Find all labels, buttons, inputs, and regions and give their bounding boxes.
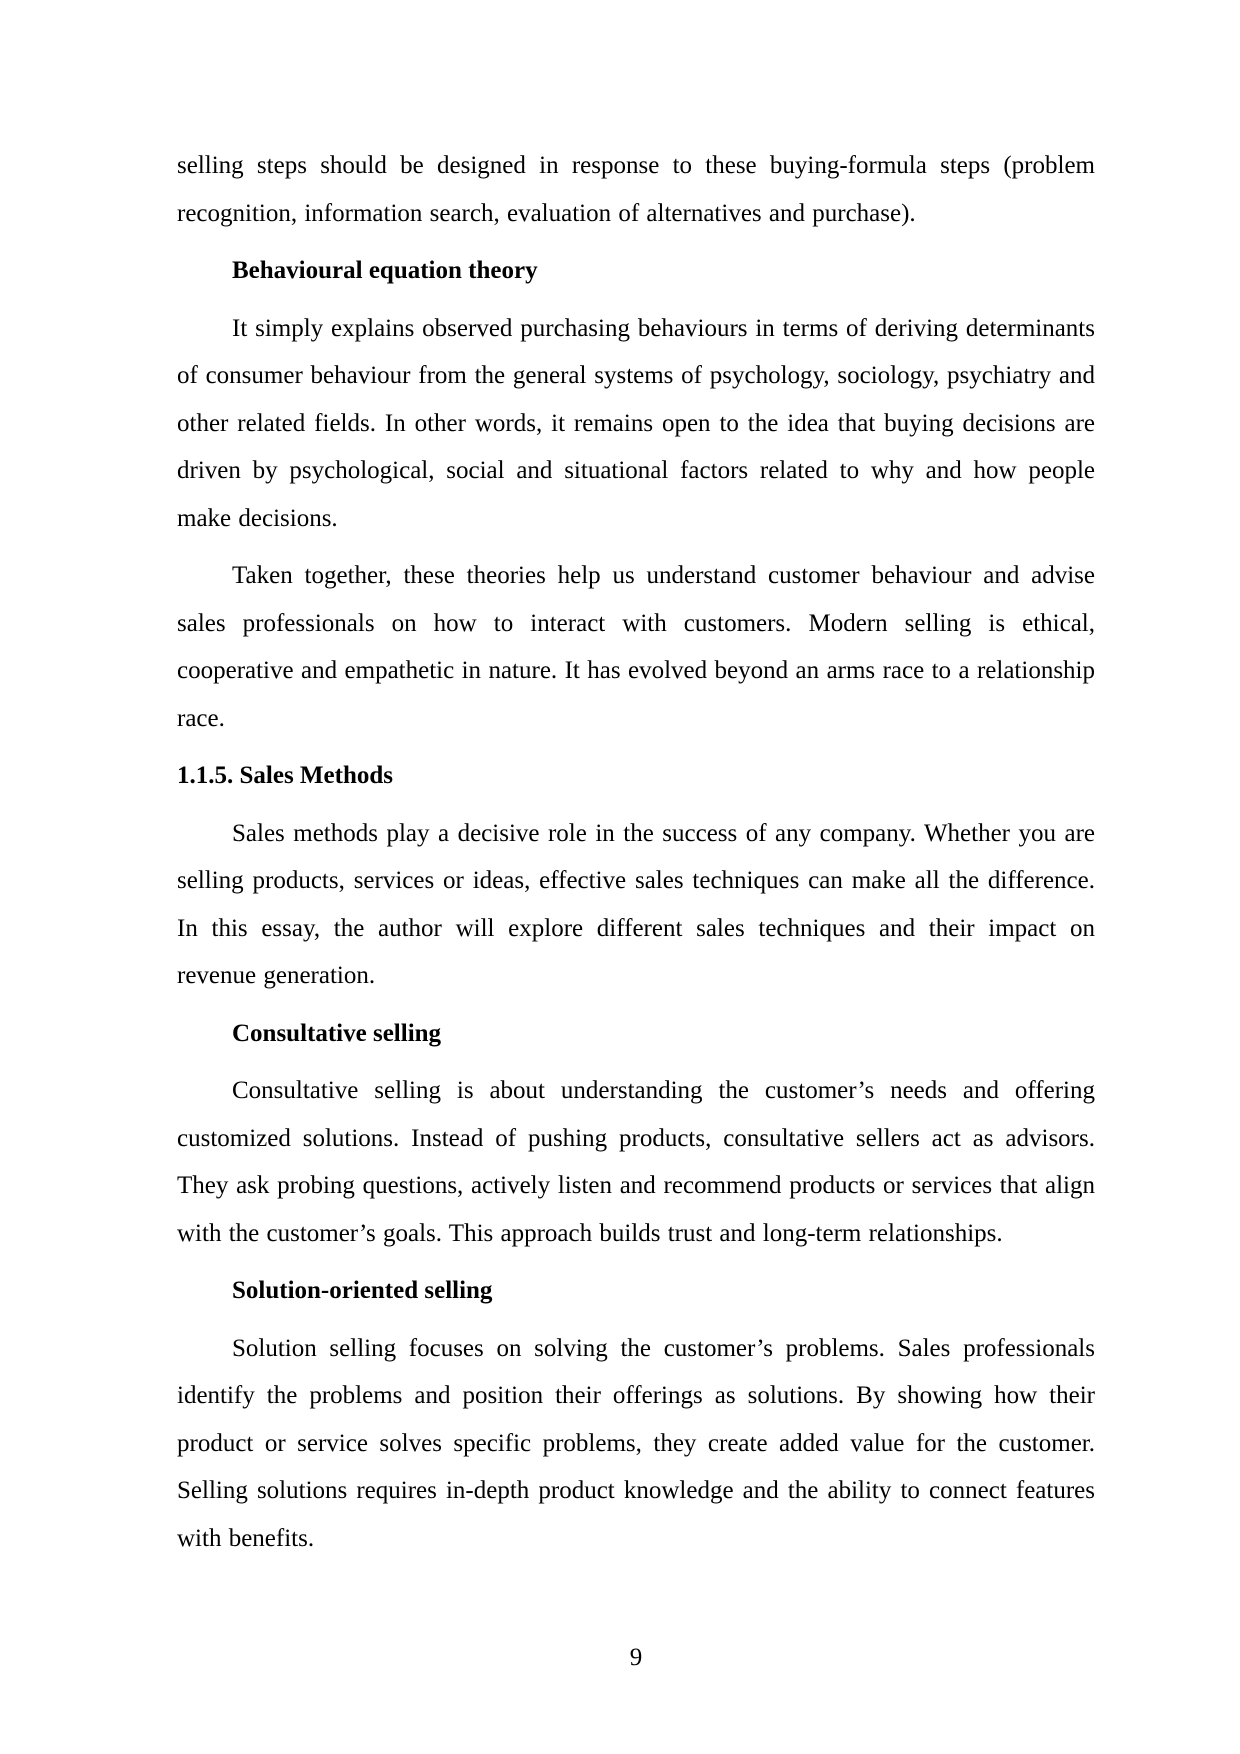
paragraph-sales-methods-intro: Sales methods play a decisive role in the success of any company. Whether you are selling products, services or ideas, effective sales techniques can make all the difference. In this essay, the author will explore different sales techniques and their impact on revenue generation. bbox=[177, 819, 1095, 989]
heading-consultative-selling: Consultative selling bbox=[232, 1019, 442, 1047]
paragraph-behavioural-equation-explanation: It simply explains observed purchasing behaviours in terms of deriving determinants of consumer behaviour from the general systems of psychology, sociology, psychiatry and other related fields. In other words, it remains open to the idea that buying decisions are driven by psychological, social and situational factors related to why and how people make decisions. bbox=[177, 314, 1095, 532]
page-content bbox=[177, 142, 1095, 1572]
paragraph-consultative-selling: Consultative selling is about understanding the customer’s needs and offering customized solutions. Instead of pushing products, consultative sellers act as advisors. They ask probing questions, actively listen and recommend products or services that align with the customer’s goals. This approach builds trust and long-term relationships. bbox=[177, 1077, 1095, 1247]
page-number: 9 bbox=[629, 1644, 643, 1671]
paragraph-theories-summary: Taken together, these theories help us understand customer behaviour and advise sales professionals on how to interact with customers. Modern selling is ethical, cooperative and empathetic in nature. It has evolved beyond an arms race to a relationship race. bbox=[177, 562, 1095, 732]
page-footer bbox=[177, 1634, 1095, 1682]
heading-solution-oriented-selling: Solution-oriented selling bbox=[232, 1277, 493, 1304]
paragraph-buying-formula-continuation: selling steps should be designed in response to these buying-formula steps (problem recognition, information search, evaluation of alternatives and purchase). bbox=[177, 152, 1095, 227]
heading-behavioural-equation-theory: Behavioural equation theory bbox=[232, 257, 538, 284]
heading-sales-methods: 1.1.5. Sales Methods bbox=[177, 762, 393, 789]
paragraph-solution-selling: Solution selling focuses on solving the customer’s problems. Sales professionals identify the problems and position their offerings as solutions. By showing how their product or service solves specific problems, they create added value for the customer. Selling solutions requires in-depth product knowledge and the ability to connect features with benefits. bbox=[177, 1334, 1095, 1552]
